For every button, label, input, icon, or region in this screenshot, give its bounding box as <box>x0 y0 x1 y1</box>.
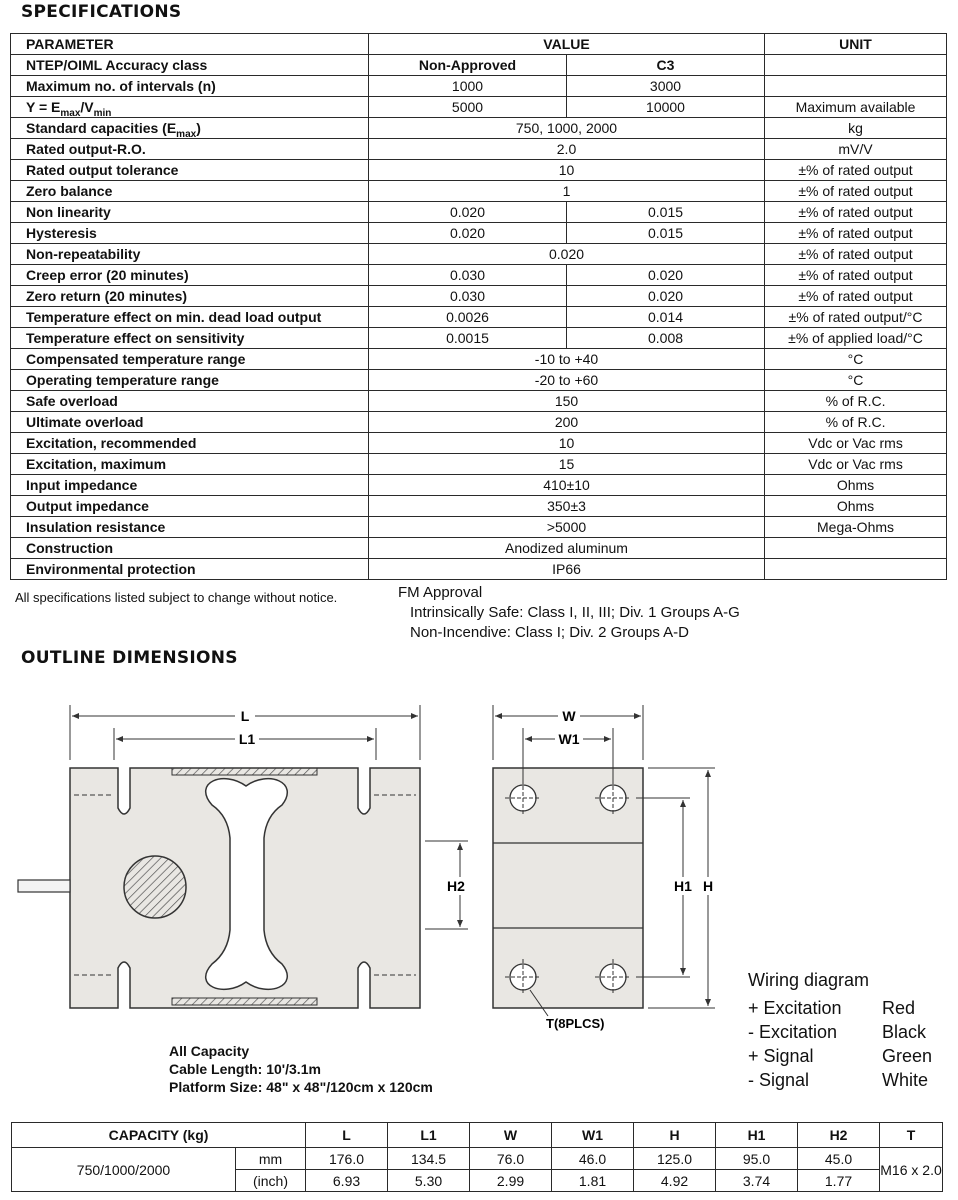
spec-unit: Maximum available <box>765 97 947 118</box>
spec-value: -20 to +60 <box>369 370 765 391</box>
spec-value: 200 <box>369 412 765 433</box>
spec-unit: Ohms <box>765 496 947 517</box>
spec-value-c3: 0.015 <box>567 202 765 223</box>
dim-mm-value: 76.0 <box>470 1148 552 1170</box>
wiring-signal: - Signal <box>748 1070 810 1090</box>
platform-size: Platform Size: 48" x 48"/120cm x 120cm <box>169 1079 433 1095</box>
dim-col-header: L <box>306 1123 388 1148</box>
wiring-row <box>748 996 932 1020</box>
spec-parameter: Operating temperature range <box>11 370 369 391</box>
wiring-row <box>748 1068 932 1092</box>
wiring-title: Wiring diagram <box>748 970 870 990</box>
side-view <box>18 768 420 1008</box>
dim-inch-value: 5.30 <box>388 1170 470 1192</box>
capacity-notes <box>169 1042 433 1096</box>
specifications-heading: SPECIFICATIONS <box>21 2 182 22</box>
spec-value-non-approved: 0.0026 <box>369 307 567 328</box>
spec-value-c3: 0.020 <box>567 286 765 307</box>
spec-value-c3: C3 <box>567 55 765 76</box>
spec-parameter: Hysteresis <box>11 223 369 244</box>
l1-label: L1 <box>238 731 256 747</box>
spec-unit: Vdc or Vac rms <box>765 454 947 475</box>
spec-parameter: Zero balance <box>11 181 369 202</box>
wiring-row <box>748 1044 932 1068</box>
spec-parameter: NTEP/OIML Accuracy class <box>11 55 369 76</box>
spec-parameter: Insulation resistance <box>11 517 369 538</box>
dim-inch-value: 3.74 <box>716 1170 798 1192</box>
spec-unit: ±% of applied load/°C <box>765 328 947 349</box>
t-label: T(8PLCS) <box>546 1016 605 1031</box>
dim-header-row <box>12 1123 943 1148</box>
spec-value-non-approved: 0.020 <box>369 202 567 223</box>
l-label: L <box>240 708 250 724</box>
spec-parameter: Temperature effect on sensitivity <box>11 328 369 349</box>
spec-value: 150 <box>369 391 765 412</box>
spec-parameter: $Y = E_{max}/V_{min}$ <box>11 97 369 118</box>
spec-unit: °C <box>765 370 947 391</box>
top-hatch-strip <box>172 768 317 775</box>
spec-value-c3: 0.008 <box>567 328 765 349</box>
spec-value: >5000 <box>369 517 765 538</box>
dim-mm-value: 95.0 <box>716 1148 798 1170</box>
h2-label: H2 <box>447 878 465 894</box>
dim-mm-value: 134.5 <box>388 1148 470 1170</box>
cable <box>18 880 70 892</box>
spec-value: 10 <box>369 433 765 454</box>
dim-inch-value: 1.77 <box>798 1170 880 1192</box>
dim-col-header: L1 <box>388 1123 470 1148</box>
spec-value: 2.0 <box>369 139 765 160</box>
wiring-diagram <box>748 968 932 1092</box>
spec-unit: % of R.C. <box>765 391 947 412</box>
spec-value: 750, 1000, 2000 <box>369 118 765 139</box>
spec-value: 350±3 <box>369 496 765 517</box>
dim-col-header: W <box>470 1123 552 1148</box>
wiring-row <box>748 1020 932 1044</box>
wiring-signal: + Signal <box>748 1046 814 1066</box>
spec-value-c3: 0.015 <box>567 223 765 244</box>
spec-value-non-approved: 1000 <box>369 76 567 97</box>
spec-unit: Ohms <box>765 475 947 496</box>
spec-unit: Vdc or Vac rms <box>765 433 947 454</box>
spec-parameter: Safe overload <box>11 391 369 412</box>
spec-value-non-approved: 0.030 <box>369 265 567 286</box>
spec-parameter: Non linearity <box>11 202 369 223</box>
cable-length: Cable Length: 10'/3.1m <box>169 1061 321 1077</box>
spec-unit: °C <box>765 349 947 370</box>
spec-value: -10 to +40 <box>369 349 765 370</box>
spec-unit: ±% of rated output <box>765 244 947 265</box>
capacity-values: 750/1000/2000 <box>12 1148 236 1192</box>
fm-approval-title: FM Approval <box>398 584 483 601</box>
outline-dimensions-heading: OUTLINE DIMENSIONS <box>21 648 238 668</box>
h-label: H <box>702 878 714 894</box>
top-view <box>493 768 643 1016</box>
spec-value: 10 <box>369 160 765 181</box>
spec-parameter: Environmental protection <box>11 559 369 580</box>
spec-parameter: Zero return (20 minutes) <box>11 286 369 307</box>
mm-unit-label: mm <box>236 1148 306 1170</box>
spec-value-non-approved: 0.030 <box>369 286 567 307</box>
wiring-signal: + Excitation <box>748 998 842 1018</box>
spec-value: IP66 <box>369 559 765 580</box>
capacity-header: CAPACITY (kg) <box>12 1123 306 1148</box>
spec-parameter: Input impedance <box>11 475 369 496</box>
spec-value: 0.020 <box>369 244 765 265</box>
dim-inch-value: 2.99 <box>470 1170 552 1192</box>
dim-inch-value: 4.92 <box>634 1170 716 1192</box>
dim-col-header: W1 <box>552 1123 634 1148</box>
spec-unit: ±% of rated output <box>765 265 947 286</box>
dim-mm-row <box>12 1148 943 1170</box>
spec-parameter: Creep error (20 minutes) <box>11 265 369 286</box>
fm-approval-line-2: Non-Incendive: Class I; Div. 2 Groups A-D <box>410 624 689 641</box>
spec-parameter: Rated output-R.O. <box>11 139 369 160</box>
spec-unit: ±% of rated output <box>765 202 947 223</box>
spec-unit: kg <box>765 118 947 139</box>
spec-unit: mV/V <box>765 139 947 160</box>
spec-parameter: Excitation, maximum <box>11 454 369 475</box>
spec-unit: ±% of rated output <box>765 223 947 244</box>
spec-unit: ±% of rated output/°C <box>765 307 947 328</box>
spec-value: Anodized aluminum <box>369 538 765 559</box>
spec-parameter: Maximum no. of intervals (n) <box>11 76 369 97</box>
spec-parameter: Excitation, recommended <box>11 433 369 454</box>
wiring-color: White <box>882 1070 929 1090</box>
change-notice: All specifications listed subject to change without notice. <box>15 590 338 605</box>
spec-value: 410±10 <box>369 475 765 496</box>
spec-value-c3: 10000 <box>567 97 765 118</box>
bottom-hatch-strip <box>172 998 317 1005</box>
spec-parameter: Temperature effect on min. dead load output <box>11 307 369 328</box>
spec-parameter: Output impedance <box>11 496 369 517</box>
dim-col-header: H1 <box>716 1123 798 1148</box>
spec-unit: Mega-Ohms <box>765 517 947 538</box>
spec-parameter: Construction <box>11 538 369 559</box>
fm-approval-line-1: Intrinsically Safe: Class I, II, III; Div. 1 Groups A-G <box>410 604 740 621</box>
w1-label: W1 <box>558 731 580 747</box>
spec-value-non-approved: Non-Approved <box>369 55 567 76</box>
dim-col-header: H2 <box>798 1123 880 1148</box>
spec-value: 1 <box>369 181 765 202</box>
spec-value-c3: 0.020 <box>567 265 765 286</box>
wiring-color: Red <box>882 998 916 1018</box>
cable-gland <box>124 856 186 918</box>
thread-header: T <box>880 1123 943 1148</box>
spec-value-c3: 3000 <box>567 76 765 97</box>
dim-mm-value: 46.0 <box>552 1148 634 1170</box>
spec-parameter: Standard capacities $(E_{max})$ <box>11 118 369 139</box>
thread-value: M16 x 2.0 <box>880 1148 943 1192</box>
wiring-color: Green <box>882 1046 933 1066</box>
dimensions-table <box>11 1122 943 1192</box>
spec-value-non-approved: 0.020 <box>369 223 567 244</box>
w-label: W <box>562 708 576 724</box>
spec-parameter: Compensated temperature range <box>11 349 369 370</box>
wiring-signal: - Excitation <box>748 1022 838 1042</box>
h1-label: H1 <box>674 878 692 894</box>
header-parameter: PARAMETER <box>11 34 369 55</box>
dim-mm-value: 125.0 <box>634 1148 716 1170</box>
inch-unit-label: (inch) <box>236 1170 306 1192</box>
spec-unit: % of R.C. <box>765 412 947 433</box>
spec-value: 15 <box>369 454 765 475</box>
dim-col-header: H <box>634 1123 716 1148</box>
header-value: VALUE <box>369 34 765 55</box>
spec-value-c3: 0.014 <box>567 307 765 328</box>
header-unit: UNIT <box>765 34 947 55</box>
spec-unit: ±% of rated output <box>765 160 947 181</box>
spec-unit: ±% of rated output <box>765 181 947 202</box>
spec-unit: ±% of rated output <box>765 286 947 307</box>
dim-mm-value: 45.0 <box>798 1148 880 1170</box>
spec-parameter: Rated output tolerance <box>11 160 369 181</box>
spec-value-non-approved: 5000 <box>369 97 567 118</box>
dim-mm-value: 176.0 <box>306 1148 388 1170</box>
dim-inch-value: 1.81 <box>552 1170 634 1192</box>
all-capacity: All Capacity <box>169 1043 250 1059</box>
spec-parameter: Ultimate overload <box>11 412 369 433</box>
dim-inch-value: 6.93 <box>306 1170 388 1192</box>
wiring-color: Black <box>882 1022 927 1042</box>
spec-parameter: Non-repeatability <box>11 244 369 265</box>
spec-value-non-approved: 0.0015 <box>369 328 567 349</box>
